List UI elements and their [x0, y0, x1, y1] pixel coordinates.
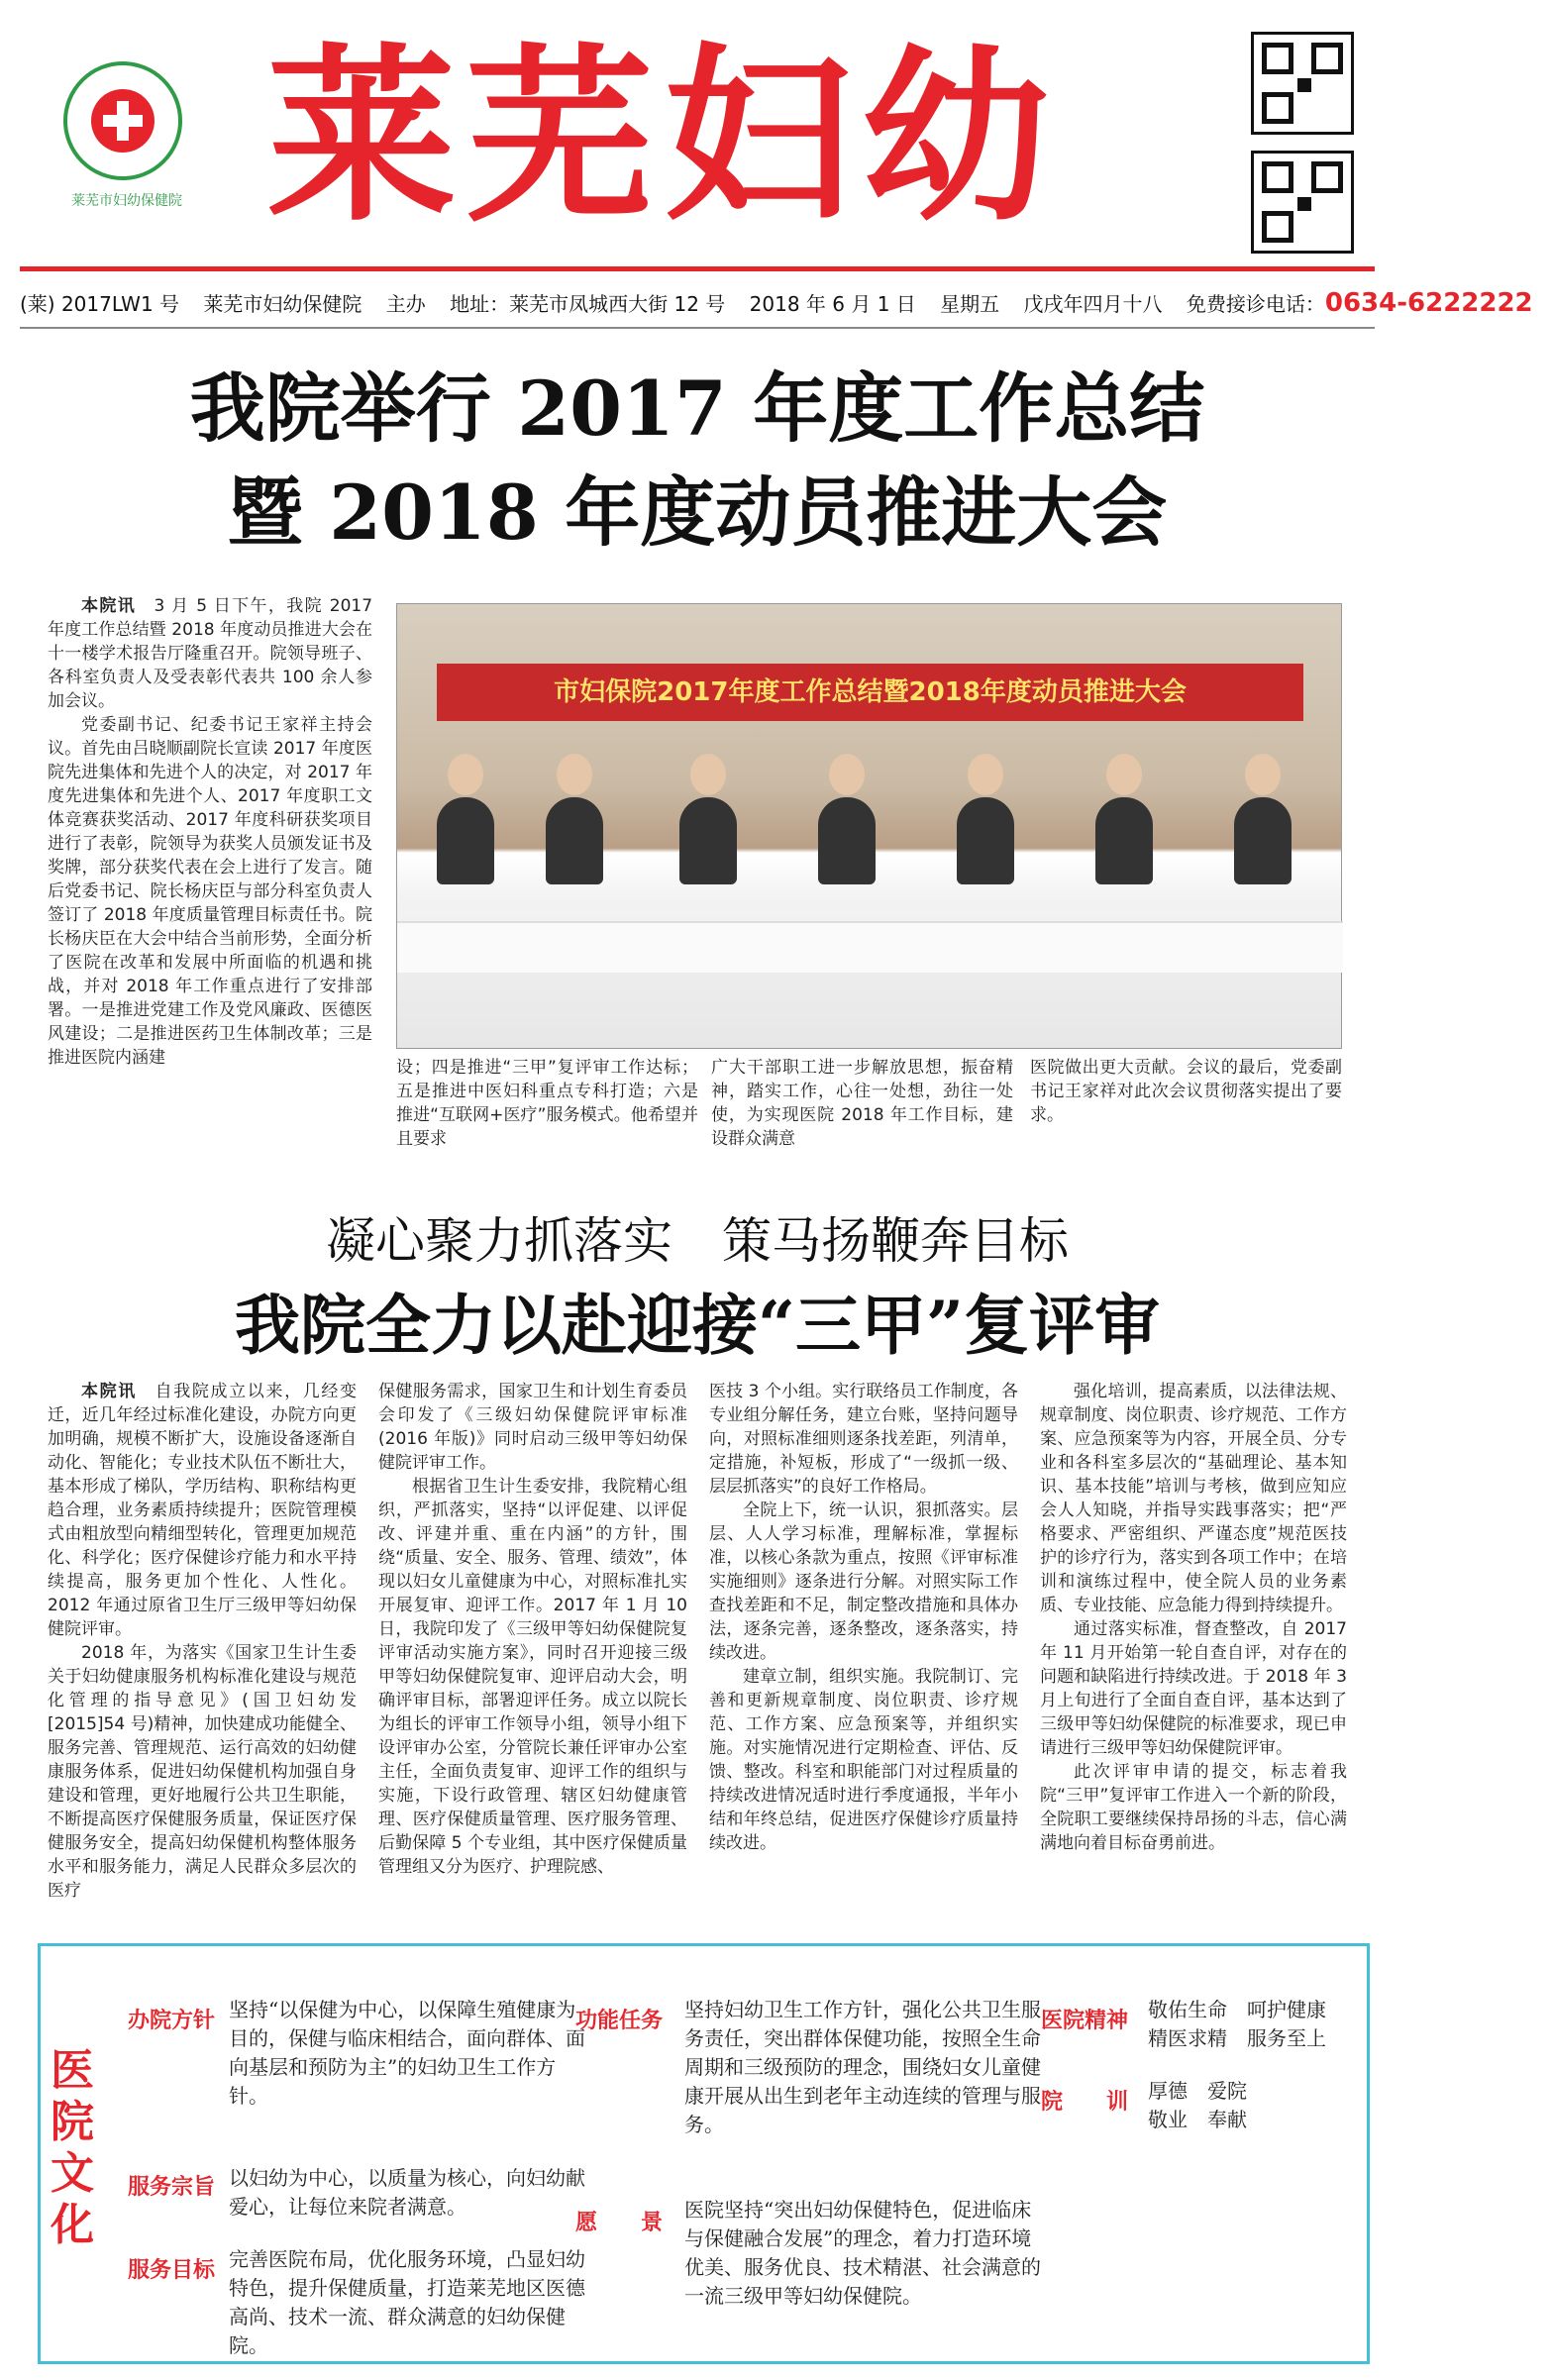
byline: 本院讯 [81, 596, 137, 616]
paragraph: 自我院成立以来，几经变迁，近几年经过标准化建设，办院方向更加明确，规模不断扩大，设施设备逐渐自动化、智能化；专业技术队伍不断壮大，基本形成了梯队，学历结构、职称结构更趋合理，业务素质持续提升；医院管理模式由粗放型向精细型转化，管理更加规范化、科学化；医疗保健诊疗能力和水平持续提高，服务更加个性化、人性化。2012 年通过原省卫生厅三级甲等妇幼保健院评审。 [48, 1382, 358, 1639]
article2-headline: 我院全力以赴迎接“三甲”复评审 [235, 1287, 1160, 1364]
sponsor: 莱芜市妇幼保健院 [203, 292, 362, 316]
weekday: 星期五 [940, 292, 1000, 316]
culture-text: 坚持“以保健为中心，以保障生殖健康为目的，保健与临床相结合，面向群体、面向基层和预防为主”的妇幼卫生工作方针。 [229, 1998, 585, 2108]
paragraph: 建章立制，组织实施。我院制订、完善和更新规章制度、岗位职责、诊疗规范、工作方案、应急预案等，并组织实施。对实施情况进行定期检查、评估、反馈、整改。科室和职能部门对过程质量的持续改进情况适时进行季度通报，半年小结和年终总结，促进医疗保健诊疗质量持续改进。 [709, 1667, 1018, 1853]
culture-label: 医院精神 [1041, 2009, 1129, 2033]
paragraph: 广大干部职工进一步解放思想，振奋精神，踏实工作，心往一处想，劲往一处使，为实现医院 2018 年工作目标，建设群众满意 [711, 1058, 1013, 1149]
masthead-divider [20, 266, 1375, 271]
culture-label: 愿 景 [575, 2211, 664, 2235]
culture-text [1148, 1996, 1366, 2053]
culture-line: 敬业 奉献 [1148, 2108, 1247, 2131]
article2-column-2 [378, 1380, 687, 1914]
article2-subheadline: 凝心聚力抓落实 策马扬鞭奔目标 [326, 1212, 1069, 1270]
culture-title [47, 2045, 98, 2251]
info-divider [20, 327, 1375, 329]
article1-column-4 [1030, 1056, 1342, 1163]
paragraph: 根据省卫生计生委安排，我院精心组织，严抓落实，坚持“以评促建、以评促改、评建并重、重在内涵”的方针，围绕“质量、安全、服务、管理、绩效”，体现以妇女儿童健康为中心，对照标准扎实开展复审、迎评工作。2017 年 1 月 10 日，我院印发了《三级甲等妇幼保健院复评审活动实施方案》，同时召开迎接三级甲等妇幼保健院复审、迎评启动大会，明确评审目标，部署迎评任务。成立以院长为组长的评审工作领导小组，领导小组下设评审办公室，分管院长兼任评审办公室主任，全面负责复审、迎评工作的组织与实施，下设行政管理、辖区妇幼健康管理、医疗保健质量管理、医疗服务管理、后勤保障 5 个专业组，其中医疗保健质量管理组又分为医疗、护理院感、 [378, 1477, 687, 1877]
culture-title-text: 医 院 文 化 [51, 2045, 94, 2250]
paragraph: 全院上下，统一认识，狠抓落实。层层、人人学习标准，理解标准，掌握标准，以核心条款为重点，按照《评审标准实施细则》逐条进行分解。对照实际工作查找差距和不足，制定整改措施和具体办法，逐条完善，逐条整改，逐条落实，持续改进。 [709, 1500, 1018, 1663]
paragraph: 通过落实标准，督查整改，自 2017 年 11 月开始第一轮自查自评，对存在的问题和缺陷进行持续改进。于 2018 年 3 月上旬进行了全面自查自评，基本达到了三级甲等妇幼保健院的标准要求，现已申请进行三级甲等妇幼保健院评审。 [1040, 1619, 1347, 1758]
article1-headline-line2: 暨 2018 年度动员推进大会 [227, 468, 1168, 557]
paragraph: 设；四是推进“三甲”复评审工作达标；五是推进中医妇科重点专科打造；六是推进“互联网+医疗”服务模式。他希望并且要求 [396, 1058, 698, 1149]
paragraph: 强化培训，提高素质，以法律法规、规章制度、岗位职责、诊疗规范、工作方案、应急预案等为内容，开展全员、分专业和各科室多层次的“基础理论、基本知识、基本技能”培训与考核，做到应知应会人人知晓，并指导实践事落实；把“严格要求、严密组织、严谨态度”规范医技护的诊疗行为，落实到各项工作中；在培训和演练过程中，使全院人员的业务素质、专业技能、应急能力得到持续提升。 [1040, 1382, 1347, 1615]
hospital-logo [63, 61, 182, 180]
logo-emblem-icon [91, 89, 155, 153]
culture-line: 厚德 爱院 [1148, 2079, 1247, 2103]
article2-column-4 [1040, 1380, 1347, 1914]
paragraph: 2018 年，为落实《国家卫生计生委关于妇幼健康服务机构标准化建设与规范化管理的指导意见》(国卫妇幼发[2015]54 号)精神，加快建成功能健全、服务完善、管理规范、运行高效的妇幼健康服务体系，促进妇幼保健机构加强自身建设和管理，更好地履行公共卫生职能，不断提高医疗保健服务质量，保证医疗保健服务安全，提高妇幼保健机构整体服务水平和服务能力，满足人民群众多层次的医疗 [48, 1643, 357, 1901]
paragraph: 保健服务需求，国家卫生和计划生育委员会印发了《三级妇幼保健院评审标准(2016 年版)》同时启动三级甲等妇幼保健院评审工作。 [378, 1382, 687, 1473]
qr-code-icon[interactable] [1251, 151, 1354, 254]
newspaper-title: 莱芜妇幼 [267, 26, 1061, 247]
hospital-culture-box [38, 1943, 1370, 2364]
article2-column-1 [48, 1380, 357, 1914]
lunar-date: 戊戌年四月十八 [1023, 292, 1163, 316]
hotline-number: 0634-6222222 [1324, 288, 1533, 318]
culture-text: 完善医院布局，优化服务环境，凸显妇幼特色，提升保健质量，打造莱芜地区医德高尚、技术一流、群众满意的妇幼保健院。 [229, 2247, 585, 2357]
culture-text: 以妇幼为中心，以质量为核心，向妇幼献爱心，让每位来院者满意。 [229, 2166, 585, 2219]
culture-line: 精医求精 服务至上 [1148, 2026, 1326, 2050]
qr-code-icon[interactable] [1251, 32, 1354, 135]
culture-label: 院 训 [1041, 2090, 1129, 2115]
article2-column-3 [709, 1380, 1018, 1914]
culture-label: 服务目标 [128, 2258, 216, 2283]
hotline-label: 免费接诊电话： [1186, 292, 1325, 316]
paragraph: 党委副书记、纪委书记王家祥主持会议。首先由吕晓顺副院长宣读 2017 年度医院先进集体和先进个人的决定，对 2017 年度先进集体和先进个人、2017 年度职工文体竞赛获奖活动、2017 年度科研获奖项目进行了表彰，院领导为获奖人员颁发证书及奖牌，部分获奖代表在会上进行了发言。随后党委书记、院长杨庆臣与部分科室负责人签订了 2018 年度质量管理目标责任书。院长杨庆臣在大会中结合当前形势，全面分析了医院在改革和发展中所面临的机遇和挑战，并对 2018 年工作重点进行了安排部署。一是推进党建工作及党风廉政、医德医风建设；二是推进医药卫生体制改革；三是推进医院内涵建 [48, 715, 372, 1068]
article1-headline-line1: 我院举行 2017 年度工作总结 [189, 364, 1205, 453]
culture-text [1148, 2077, 1366, 2134]
culture-label: 功能任务 [575, 2009, 664, 2033]
article1-column-2 [396, 1056, 698, 1163]
paragraph: 3 月 5 日下午，我院 2017 年度工作总结暨 2018 年度动员推进大会在十一楼学术报告厅隆重召开。院领导班子、各科室负责人及受表彰代表共 100 余人参加会议。 [48, 596, 373, 711]
paragraph: 此次评审申请的提交，标志着我院“三甲”复评审工作进入一个新的阶段，全院职工要继续保持昂扬的斗志，信心满满地向着目标奋勇前进。 [1040, 1762, 1347, 1853]
info-bar [20, 283, 1533, 323]
issue-date: 2018 年 6 月 1 日 [749, 292, 916, 316]
meeting-photo [396, 603, 1342, 1049]
logo-caption: 莱芜市妇幼保健院 [71, 193, 182, 209]
culture-label: 服务宗旨 [128, 2175, 216, 2200]
photo-banner: 市妇保院2017年度工作总结暨2018年度动员推进大会 [437, 664, 1303, 721]
culture-text: 医院坚持“突出妇幼保健特色，促进临床与保健融合发展”的理念，着力打造环境优美、服务优良、技术精湛、社会满意的一流三级甲等妇幼保健院。 [684, 2198, 1041, 2308]
culture-line: 敬佑生命 呵护健康 [1148, 1998, 1326, 2021]
culture-text: 坚持妇幼卫生工作方针，强化公共卫生服务责任，突出群体保健功能，按照全生命周期和三级预防的理念，围绕妇女儿童健康开展从出生到老年主动连续的管理与服务。 [684, 1998, 1041, 2136]
article1-column-3 [711, 1056, 1013, 1163]
issue-number: (莱) 2017LW1 号 [20, 292, 180, 316]
paragraph: 医院做出更大贡献。会议的最后，党委副书记王家祥对此次会议贯彻落实提出了要求。 [1030, 1058, 1342, 1125]
sponsor-role: 主办 [385, 292, 426, 316]
article1-column-1 [48, 594, 372, 1159]
paragraph: 医技 3 个小组。实行联络员工作制度，各专业组分解任务，建立台账，坚持问题导向，对照标准细则逐条找差距，列清单，定措施，补短板，形成了“一级抓一级、层层抓落实”的良好工作格局。 [709, 1382, 1018, 1497]
culture-label: 办院方针 [128, 2009, 216, 2033]
byline: 本院讯 [81, 1382, 137, 1401]
address: 地址：莱芜市凤城西大街 12 号 [450, 292, 726, 316]
